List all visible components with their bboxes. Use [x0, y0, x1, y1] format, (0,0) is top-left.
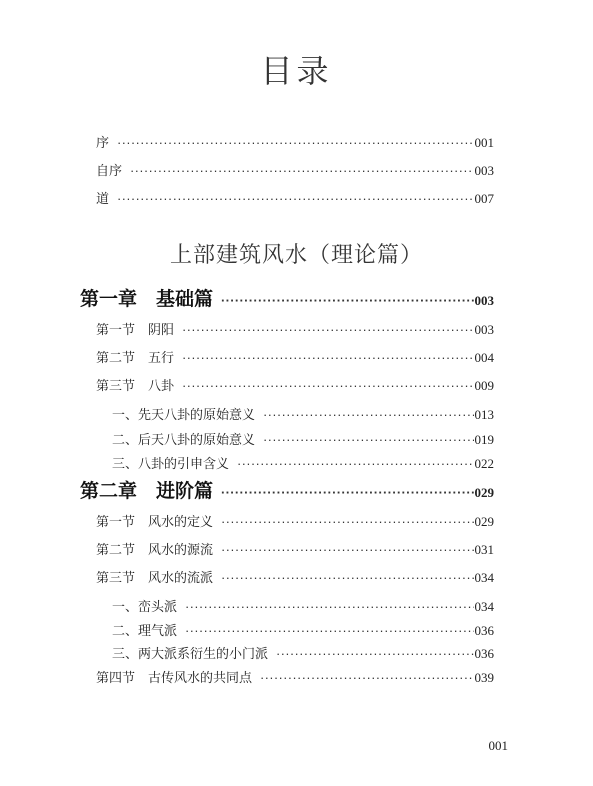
leader-dots [221, 293, 473, 308]
toc-entry-label: 一、先天八卦的原始意义 [112, 408, 256, 423]
toc-entry-page: 003 [474, 163, 494, 178]
toc-section-2-4[interactable] [96, 667, 494, 686]
toc-entry-label: 三、两大派系衍生的小门派 [112, 647, 269, 662]
page-title: 目录 [260, 52, 333, 90]
toc-entry-dao[interactable] [96, 188, 494, 207]
toc-subsection[interactable] [112, 620, 494, 639]
toc-entry-label: 道 [96, 192, 110, 207]
leader-dots [182, 322, 473, 337]
toc-subsection[interactable] [112, 453, 494, 472]
leader-dots [237, 456, 473, 471]
leader-dots [185, 623, 473, 638]
toc-entry-page: 001 [474, 135, 494, 150]
toc-entry-label: 二、理气派 [112, 624, 178, 639]
leader-dots [263, 432, 473, 447]
toc-entry-page: 039 [474, 670, 494, 685]
toc-entry-page: 004 [474, 350, 494, 365]
toc-entry-label: 第二节 风水的源流 [96, 543, 214, 558]
toc-entry-page: 003 [474, 293, 494, 308]
toc-entry-page: 022 [474, 456, 494, 471]
toc-entry-label: 第二章 进阶篇 [80, 480, 214, 502]
toc-section-2-3[interactable] [96, 567, 494, 586]
toc-entry-page: 013 [474, 407, 494, 422]
leader-dots [221, 485, 473, 500]
toc-entry-page: 003 [474, 322, 494, 337]
toc-section-1-3[interactable] [96, 375, 494, 394]
toc-entry-label: 第一章 基础篇 [80, 288, 214, 310]
toc-entry-page: 034 [474, 570, 494, 585]
toc-entry-page: 036 [474, 623, 494, 638]
toc-entry-page: 034 [474, 599, 494, 614]
toc-entry-label: 第三节 八卦 [96, 379, 175, 394]
toc-chapter-1[interactable] [80, 284, 494, 311]
toc-entry-page: 036 [474, 646, 494, 661]
leader-dots [221, 570, 473, 585]
toc-subsection[interactable] [112, 404, 494, 423]
leader-dots [182, 350, 473, 365]
leader-dots [263, 407, 473, 422]
toc-entry-page: 031 [474, 542, 494, 557]
toc-section-1-1[interactable] [96, 319, 494, 338]
toc-chapter-2[interactable] [80, 476, 494, 503]
toc-entry-label: 第三节 风水的流派 [96, 571, 214, 586]
page-number: 001 [488, 738, 508, 753]
toc-entry-preface[interactable] [96, 132, 494, 151]
toc-subsection[interactable] [112, 429, 494, 448]
leader-dots [130, 163, 473, 178]
toc-entry-label: 第一节 阴阳 [96, 323, 175, 338]
toc-subsection[interactable] [112, 596, 494, 615]
toc-entry-label: 一、峦头派 [112, 600, 178, 615]
toc-entry-page: 029 [474, 514, 494, 529]
toc-entry-label: 第二节 五行 [96, 351, 175, 366]
toc-section-2-2[interactable] [96, 539, 494, 558]
toc-entry-label: 二、后天八卦的原始意义 [112, 433, 256, 448]
leader-dots [221, 542, 473, 557]
toc-entry-page: 007 [474, 191, 494, 206]
part-title: 上部建筑风水（理论篇） [169, 243, 423, 268]
leader-dots [182, 378, 473, 393]
leader-dots [260, 670, 473, 685]
toc-entry-label: 第一节 风水的定义 [96, 515, 214, 530]
leader-dots [185, 599, 473, 614]
toc-entry-label: 第四节 古传风水的共同点 [96, 671, 253, 686]
toc-entry-page: 009 [474, 378, 494, 393]
leader-dots [221, 514, 473, 529]
toc-section-2-1[interactable] [96, 511, 494, 530]
toc-entry-page: 019 [474, 432, 494, 447]
leader-dots [117, 191, 473, 206]
leader-dots [276, 646, 473, 661]
toc-section-1-2[interactable] [96, 347, 494, 366]
toc-entry-label: 自序 [96, 164, 123, 179]
leader-dots [117, 135, 473, 150]
toc-subsection[interactable] [112, 643, 494, 662]
toc-entry-page: 029 [474, 485, 494, 500]
toc-entry-label: 序 [96, 136, 110, 151]
toc-entry-author-preface[interactable] [96, 160, 494, 179]
toc-entry-label: 三、八卦的引申含义 [112, 457, 230, 472]
